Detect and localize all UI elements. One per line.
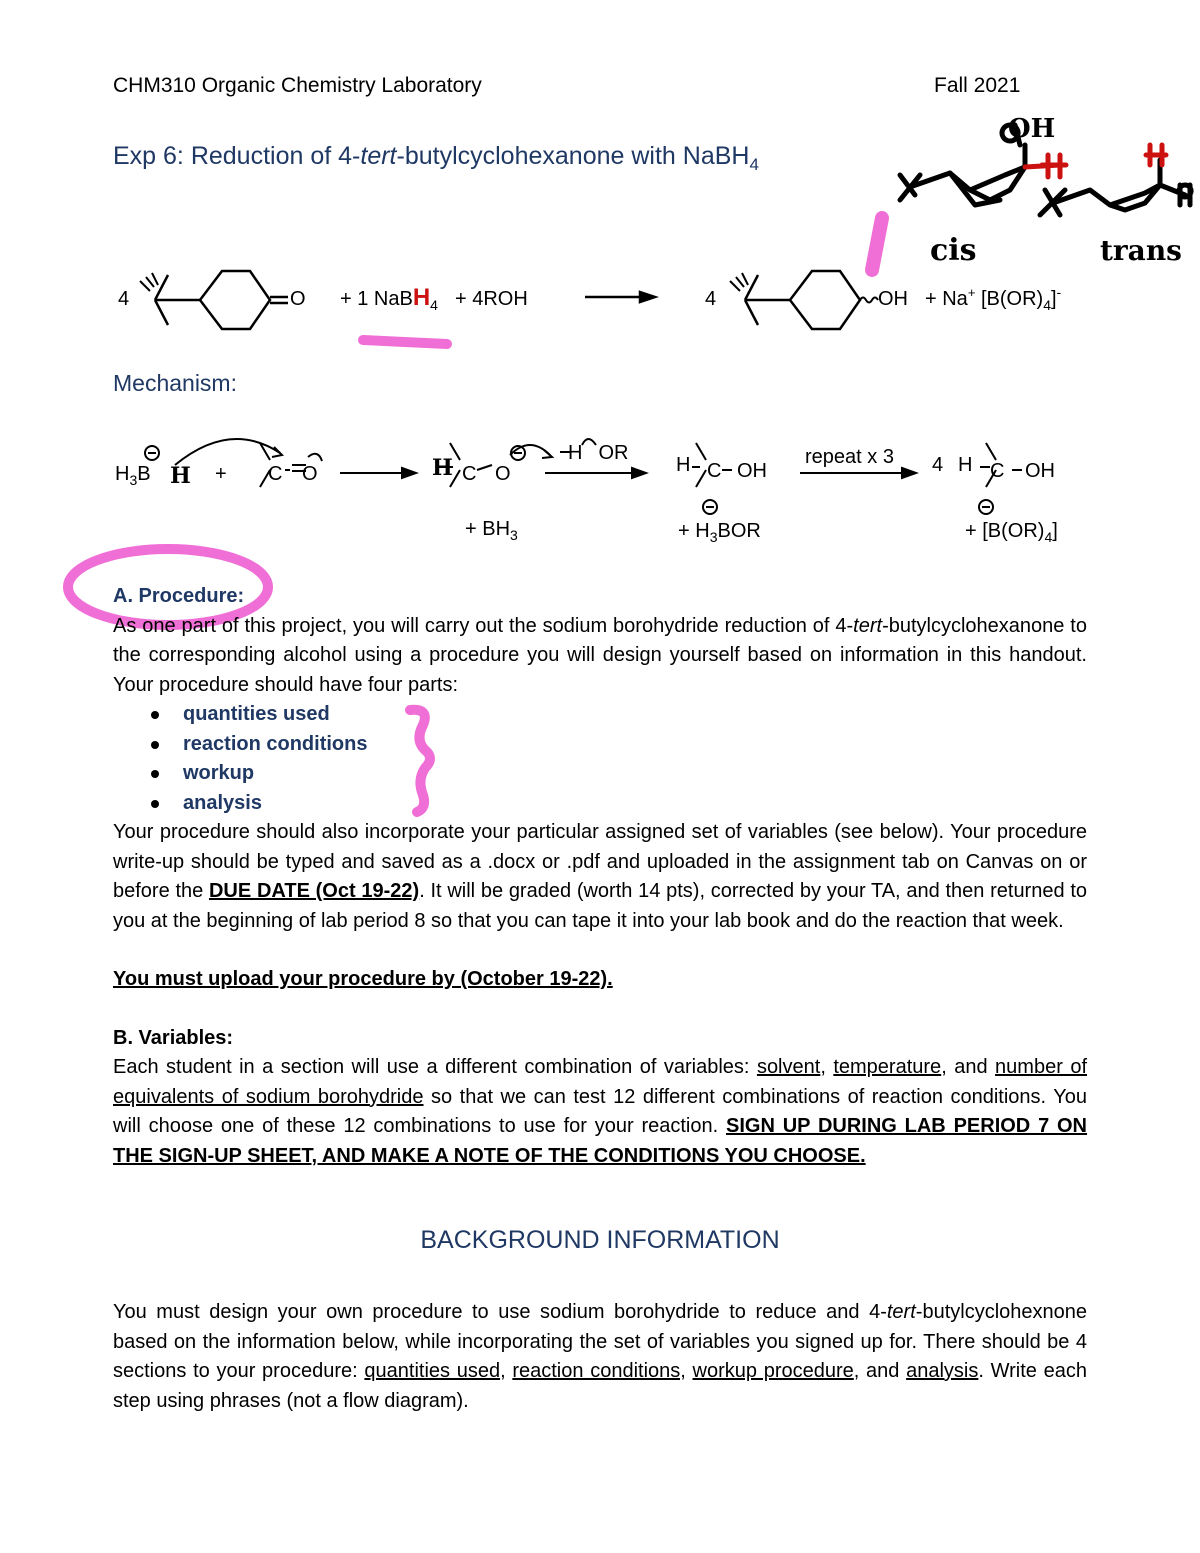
- alcohol-oh: OH: [737, 460, 767, 482]
- list-item: workup: [113, 759, 1087, 789]
- final-borate: + $[B(OR)_4]$: [965, 520, 1058, 545]
- term-header: Fall 2021: [934, 74, 1021, 97]
- course-header: CHM310 Organic Chemistry Laboratory: [113, 74, 482, 97]
- mech-plus: +: [215, 463, 227, 485]
- pink-underline: [355, 330, 455, 355]
- title-italic: tert: [360, 142, 397, 170]
- list-item: reaction conditions: [113, 730, 1087, 760]
- due-date: DUE DATE (Oct 19-22): [208, 880, 420, 902]
- variables-paragraph: Each student in a section will use a different combination of variables: solvent, temperature, and number of equivalents of sodium borohydride so that we can test 12 different combinations of reaction conditions. You will choose one of these 12 combinations to use for your reaction. SIGN UP DURING LAB PERIOD 7 ON THE SIGN-UP SHEET, AND MAKE A NOTE OF THE CONDITIONS YOU CHOOSE.: [113, 1056, 1088, 1167]
- procedure-parts-list: [113, 700, 1087, 818]
- pink-brace: [395, 700, 455, 820]
- final-oh: OH: [1025, 460, 1055, 482]
- variables-heading: B. Variables:: [113, 1026, 234, 1049]
- trans-label: trans: [1100, 234, 1182, 267]
- mechanism-scheme: [110, 425, 1090, 555]
- procedure-paragraph-2: Your procedure should also incorporate your particular assigned set of variables (see below). Your procedure write-up should be typed and saved as a .docx or .pdf and uploaded in the assignment tab on Canvas on or before the DUE DATE (Oct 19-22). It will be graded (worth 14 pts), corrected by your TA, and then returned to you at the beginning of lab period 8 so that you can tape it into your lab book and do the reaction that week.: [113, 821, 1088, 932]
- red-hydride-h: H: [170, 463, 191, 489]
- product-oh: OH: [878, 288, 908, 310]
- red-added-h: H: [432, 455, 453, 481]
- title-middle: -butylcyclohexanone with NaBH: [396, 142, 750, 170]
- ketone-oxygen: O: [290, 288, 306, 310]
- procedure-paragraph-1: As one part of this project, you will carry out the sodium borohydride reduction of 4-tert-butylcyclohexanone to the corresponding alcohol using a procedure you will design yourself based on information in this handout. Your procedure should have four parts:: [113, 614, 1087, 696]
- final-coefficient: 4: [932, 454, 944, 476]
- alkoxide-c: C: [462, 463, 477, 485]
- final-h: H: [958, 454, 973, 476]
- borate-salt: + Na+ $[B(OR)_4]^-$: [925, 284, 1062, 313]
- procedure-section: [113, 582, 1087, 1171]
- procedure-heading: A. Procedure:: [113, 585, 245, 607]
- mechanism-heading: Mechanism:: [113, 370, 237, 396]
- oh-scribble: OH: [1008, 114, 1056, 144]
- h3b-borohydride: $H_3B$: [115, 463, 151, 488]
- list-item: quantities used: [113, 700, 1087, 730]
- alkoxide-o: O: [495, 463, 511, 485]
- cis-label: cis: [930, 233, 977, 268]
- background-heading: BACKGROUND INFORMATION: [420, 1226, 780, 1254]
- carbonyl-o: O: [302, 463, 318, 485]
- experiment-title: [113, 142, 759, 175]
- upload-notice: You must upload your procedure by (October 19-22).: [113, 968, 613, 990]
- h3bor-byproduct: + $H_3BOR$: [678, 520, 761, 545]
- title-sub: 4: [749, 155, 759, 174]
- alcohol-c: C: [707, 460, 722, 482]
- signup-notice: SIGN UP DURING LAB PERIOD 7 ON THE SIGN-UP SHEET, AND MAKE A NOTE OF THE CONDITIONS YOU CHOOSE.: [113, 1115, 1088, 1167]
- list-item: analysis: [113, 789, 1087, 819]
- carbonyl-c: C: [268, 463, 283, 485]
- ketone-coefficient: 4: [118, 288, 130, 310]
- final-c: C: [990, 460, 1005, 482]
- h-or: H OR: [568, 442, 629, 464]
- background-paragraph: You must design your own procedure to use sodium borohydride to reduce and 4-tert-butylcyclohexnone based on the information below, while incorporating the set of variables you signed up for. There should be 4 sections to your procedure: quantities used, reaction conditions, workup procedure, and analysis. Write each step using phrases (not a flow diagram).: [113, 1301, 1088, 1412]
- nabh4-reagent: + 1 NaBH$_4$: [340, 284, 438, 313]
- title-prefix: Exp 6: Reduction of 4-: [113, 142, 361, 170]
- reaction-scheme: [110, 255, 1100, 355]
- repeat-label: repeat x 3: [805, 446, 894, 468]
- alcohol-h: H: [676, 454, 691, 476]
- bh3-byproduct: + $BH_3$: [465, 518, 518, 543]
- roh-reagent: + 4ROH: [455, 288, 528, 310]
- product-coefficient: 4: [705, 288, 717, 310]
- cis-trans-sketch: [860, 105, 1200, 275]
